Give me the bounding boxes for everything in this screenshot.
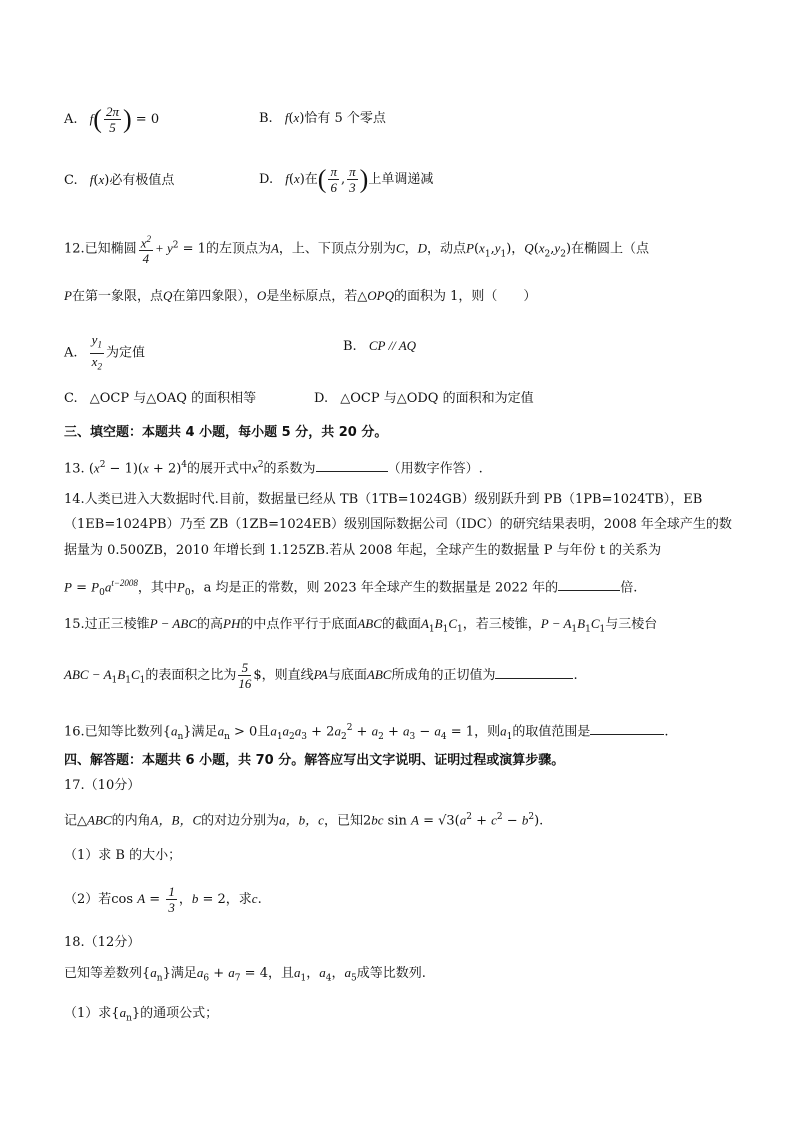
text: . — [664, 724, 669, 740]
fraction-denominator: 6 — [330, 180, 337, 195]
option-text: △OCP 与△ODQ 的面积和为定值 — [340, 391, 534, 406]
answer-blank[interactable] — [495, 664, 573, 679]
text: （2）若 — [64, 892, 112, 907]
fraction-denominator: 16 — [238, 676, 252, 691]
fraction — [328, 164, 339, 195]
text: $，则直线 — [253, 668, 314, 683]
text: （用数字作答）. — [387, 461, 483, 477]
text: 与三棱台 — [605, 617, 658, 632]
q12-stem-line2: P在第一象限，点Q在第四象限），O是坐标原点，若△OPQ的面积为 1，则（ ） — [64, 288, 537, 304]
q17-part1: （1）求 B 的大小； — [64, 848, 182, 863]
q12-option-a — [64, 332, 145, 374]
text: 的通项公式； — [140, 1006, 219, 1021]
text: 的表面积之比为 — [145, 668, 237, 683]
text: ，上、下顶点分别为 — [278, 241, 396, 257]
option-label: D. — [314, 391, 329, 406]
q15-line1: 15.过正三棱锥P − ABC的高PH的中点作平行于底面ABC的截面$A_1B_1C_1$，若三棱锥，$P - A_1B_1C_1$与三棱台 — [64, 616, 658, 635]
q11-option-b: B. f(x)恰有 5 个零点 — [259, 110, 386, 126]
text: 的高 — [196, 617, 223, 632]
text: 13. — [64, 461, 85, 477]
q12-prefix: 12.已知椭圆 — [64, 241, 137, 257]
text: 15.过正三棱锥 — [64, 617, 150, 632]
text: 的取值范围是 — [512, 724, 591, 740]
q13-line: 13. $(x^2 - 1)(x + 2)^4$的展开式中$x^2$的系数为 （用数字作答）. — [64, 455, 483, 479]
q14-line1: 14.人类已进入大数据时代.目前，数据量已经从 TB（1TB=1024GB）级别跃升到 PB（1PB=1024TB），EB — [64, 492, 703, 507]
section-3-heading: 三、填空题：本题共 4 小题，每小题 5 分，共 20 分。 — [64, 425, 388, 440]
q11-option-a: A. f( $\frac{2\pi}{5}$ ) = 0 — [64, 104, 160, 135]
fraction — [104, 104, 121, 135]
text: ，求 — [225, 892, 252, 907]
q12-option-d — [314, 389, 534, 409]
q12-stem-line1: 12.已知椭圆 $\frac{x^2}{4}$ + $y^2 = 1$的左顶点为A，上、下顶点分别为C，D，动点$P(x_1,y_1)$，$Q(x_2,y_2)$在椭圆上（点 — [64, 234, 650, 267]
option-text: 必有极值点 — [109, 173, 175, 188]
fraction-numerator: π — [349, 164, 356, 179]
option-text: CP // AQ — [368, 338, 417, 353]
text: 成等比数列. — [356, 966, 426, 981]
fraction — [238, 660, 251, 691]
option-label: C. — [64, 173, 78, 188]
q15-line2: ABC − $A_1B_1C_1$的表面积之比为 $\frac{5}{16}$ $，则直线PA与底面ABC所成角的正切值为 . — [64, 660, 578, 691]
fraction-numerator: π — [330, 164, 337, 179]
q18-score: 18.（12分） — [64, 935, 141, 950]
text: ，动点 — [427, 241, 467, 257]
fraction — [347, 164, 358, 195]
fraction-numerator: 2π — [105, 104, 119, 119]
text: 是坐标原点，若△ — [266, 289, 368, 304]
option-label: A. — [64, 112, 78, 127]
text: 的对边分别为 — [201, 813, 280, 829]
section-4-heading: 四、解答题：本题共 6 小题，共 70 分。解答应写出文字说明、证明过程或演算步骤。 — [64, 753, 565, 768]
q12-option-b — [343, 336, 416, 357]
q18-part1: （1）求$\{a_n\}$的通项公式； — [64, 1005, 219, 1024]
text: 的截面 — [381, 617, 421, 632]
text: 的内角 — [111, 813, 151, 829]
text: ，其中 — [137, 580, 177, 596]
text: ，且 — [267, 966, 294, 981]
q16-line: 16.已知等比数列$\{a_n\}$满足$a_n > 0$且$a_1a_2a_3 + 2a_2^2 + a_2 + a_3 - a_4 = 1$，则$a_1$的取值范围是 . — [64, 718, 668, 747]
answer-blank[interactable] — [316, 457, 388, 472]
fraction: $\frac{y_1}{x_2}$ — [91, 332, 102, 372]
text: ，则 — [474, 724, 501, 740]
text: 的左顶点为 — [205, 241, 271, 257]
option-text: = 0 — [135, 112, 160, 127]
q17-score: 17.（10分） — [64, 778, 141, 793]
text: 记△ — [64, 813, 87, 829]
text: 16.已知等比数列 — [64, 724, 163, 740]
fraction-denominator: 3 — [168, 900, 175, 915]
option-text: 上单调递减 — [368, 172, 434, 187]
answer-blank[interactable] — [590, 720, 664, 735]
option-text: 恰有 5 个零点 — [304, 111, 386, 126]
fraction-numerator: 5 — [238, 660, 251, 676]
text: 的展开式中 — [187, 461, 253, 477]
option-text: 为定值 — [105, 345, 145, 361]
text: . — [573, 668, 578, 683]
text: 的系数为 — [263, 461, 316, 477]
q14-line4: $P = P_0a^{t-2008}$，其中$P_0$，a 均是正的常数，则 2023 年全球产生的数据量是 2022 年的 倍. — [64, 578, 638, 598]
text: ，a 均是正的常数，则 2023 年全球产生的数据量是 2022 年的 — [190, 580, 559, 596]
text: 满足 — [191, 724, 218, 740]
fraction-denominator: 3 — [349, 180, 356, 195]
text: 在椭圆上（点 — [571, 241, 650, 257]
q14-line3: 据量为 0.500ZB，2010 年增长到 1.125ZB.若从 2008 年起，全球产生的数据量 P 与年份 t 的关系为 — [64, 543, 662, 558]
q12-option-c — [64, 389, 256, 409]
text: （1）求 — [64, 1006, 112, 1021]
text: 所成角的正切值为 — [391, 668, 496, 683]
q17-stem: 记△ABC的内角A，B，C的对边分别为a，b，c，已知2bc $\sin A = √3(a^2 + c^2 - b^2)$. — [64, 812, 544, 829]
option-text: △OCP 与△OAQ 的面积相等 — [89, 391, 257, 406]
text: 且 — [257, 724, 271, 740]
option-label: C. — [64, 391, 78, 406]
q11-option-d: D. f(x)在( $\frac{\pi}{6}$ , $\frac{\pi}{3}$ )上单调递减 — [259, 164, 434, 195]
text: 倍. — [620, 580, 638, 596]
text: 已知等差数列 — [64, 966, 143, 981]
answer-blank[interactable] — [558, 576, 620, 591]
text: 与底面 — [327, 668, 367, 683]
option-label: B. — [259, 111, 273, 126]
option-label: B. — [343, 339, 357, 354]
text: 的面积为 1，则（ ） — [393, 289, 537, 304]
q14-line2: （1EB=1024PB）乃至 ZB（1ZB=1024EB）级别国际数据公司（IDC）的研究结果表明，2008 年全球产生的数 — [64, 517, 732, 532]
fraction-denominator: 5 — [109, 120, 116, 135]
text: ，若三棱锥， — [462, 617, 541, 632]
fraction-numerator: 1 — [168, 884, 175, 899]
option-label: D. — [259, 172, 274, 187]
text: 满足 — [170, 966, 197, 981]
fraction — [166, 884, 177, 915]
q17-part2: （2）若cos A = $\frac{1}{3}$ ，b = 2，求c. — [64, 884, 262, 915]
text: 的中点作平行于底面 — [240, 617, 358, 632]
text: 在第四象限）， — [172, 289, 257, 304]
text: 在第一象限，点 — [71, 289, 163, 304]
q11-option-c: C. f(x)必有极值点 — [64, 172, 175, 188]
q18-stem: 已知等差数列$\{a_n\}$满足$a_6 + a_7 = 4$，且$a_1$，$a_4$，$a_5$成等比数列. — [64, 965, 426, 984]
ellipse-fraction: $\frac{x^2}{4}$ — [140, 234, 151, 267]
option-label: A. — [64, 345, 78, 361]
text: ，已知 — [323, 813, 363, 829]
